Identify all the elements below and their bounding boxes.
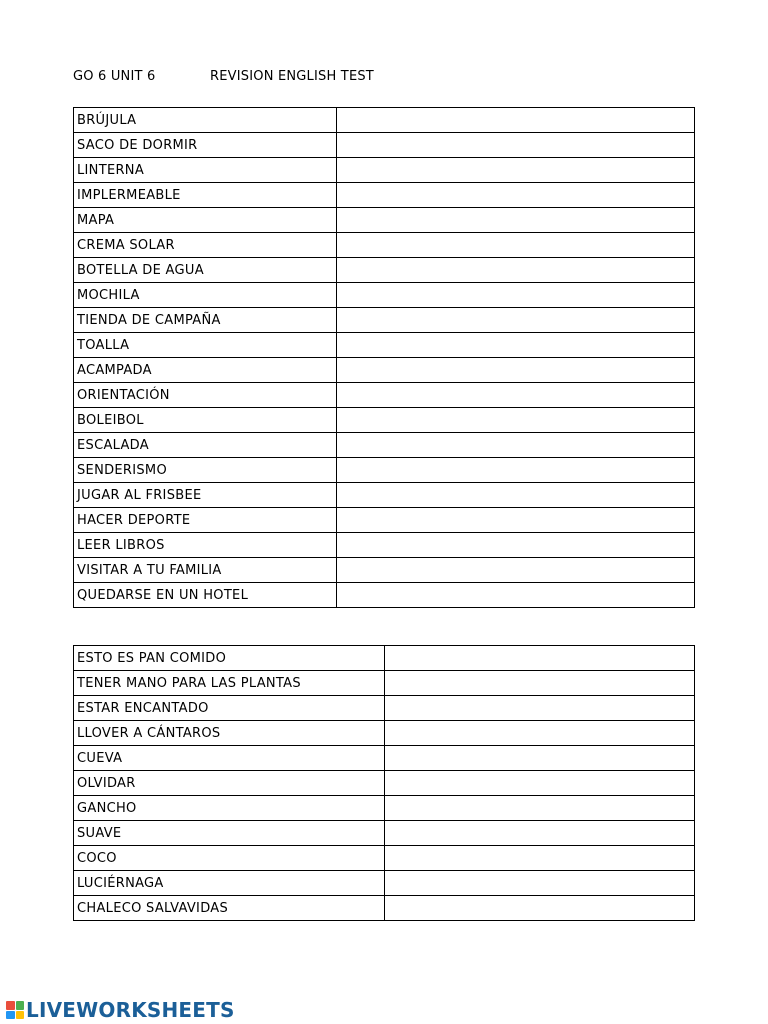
logo-square <box>6 1001 15 1010</box>
spanish-word: LEER LIBROS <box>74 533 337 558</box>
spanish-word: LLOVER A CÁNTAROS <box>74 721 385 746</box>
table-row <box>74 583 695 608</box>
spanish-word: JUGAR AL FRISBEE <box>74 483 337 508</box>
test-title: REVISION ENGLISH TEST <box>210 69 374 84</box>
table-row <box>74 133 695 158</box>
spanish-word: TOALLA <box>74 333 337 358</box>
table-row <box>74 671 695 696</box>
answer-cell <box>337 283 695 308</box>
answer-input[interactable] <box>385 746 694 770</box>
spanish-word: TIENDA DE CAMPAÑA <box>74 308 337 333</box>
answer-cell <box>337 183 695 208</box>
table-row <box>74 208 695 233</box>
answer-input[interactable] <box>385 846 694 870</box>
table-row <box>74 846 695 871</box>
answer-input[interactable] <box>385 896 694 920</box>
answer-input[interactable] <box>337 583 694 607</box>
spanish-word: VISITAR A TU FAMILIA <box>74 558 337 583</box>
answer-input[interactable] <box>337 433 694 457</box>
table-row <box>74 433 695 458</box>
answer-cell <box>337 133 695 158</box>
answer-input[interactable] <box>337 408 694 432</box>
answer-cell <box>337 533 695 558</box>
spanish-word: ORIENTACIÓN <box>74 383 337 408</box>
answer-cell <box>337 208 695 233</box>
answer-cell <box>337 383 695 408</box>
table-row <box>74 358 695 383</box>
answer-input[interactable] <box>337 108 694 132</box>
spanish-word: LUCIÉRNAGA <box>74 871 385 896</box>
answer-input[interactable] <box>337 458 694 482</box>
answer-input[interactable] <box>385 871 694 895</box>
answer-cell <box>385 846 695 871</box>
spanish-word: ESTO ES PAN COMIDO <box>74 646 385 671</box>
answer-cell <box>385 696 695 721</box>
answer-input[interactable] <box>385 696 694 720</box>
spanish-word: TENER MANO PARA LAS PLANTAS <box>74 671 385 696</box>
logo-square <box>6 1011 15 1020</box>
answer-input[interactable] <box>337 158 694 182</box>
spanish-word: ESTAR ENCANTADO <box>74 696 385 721</box>
table-row <box>74 458 695 483</box>
table-row <box>74 696 695 721</box>
answer-input[interactable] <box>337 283 694 307</box>
answer-input[interactable] <box>385 671 694 695</box>
answer-input[interactable] <box>337 308 694 332</box>
table-row <box>74 183 695 208</box>
logo-square <box>16 1011 25 1020</box>
spanish-word: SACO DE DORMIR <box>74 133 337 158</box>
table-row <box>74 483 695 508</box>
table-row <box>74 646 695 671</box>
answer-input[interactable] <box>337 333 694 357</box>
table-row <box>74 771 695 796</box>
spanish-word: SENDERISMO <box>74 458 337 483</box>
liveworksheets-footer <box>6 998 235 1022</box>
table-row <box>74 508 695 533</box>
answer-cell <box>337 258 695 283</box>
table-row <box>74 871 695 896</box>
answer-cell <box>337 508 695 533</box>
answer-input[interactable] <box>385 771 694 795</box>
answer-input[interactable] <box>385 721 694 745</box>
answer-cell <box>337 558 695 583</box>
answer-input[interactable] <box>385 796 694 820</box>
table-row <box>74 158 695 183</box>
spanish-word: GANCHO <box>74 796 385 821</box>
spanish-word: CUEVA <box>74 746 385 771</box>
answer-input[interactable] <box>337 508 694 532</box>
worksheet-header <box>73 69 374 84</box>
answer-input[interactable] <box>337 258 694 282</box>
liveworksheets-brand: LIVEWORKSHEETS <box>26 998 235 1022</box>
answer-input[interactable] <box>337 233 694 257</box>
answer-cell <box>337 408 695 433</box>
answer-input[interactable] <box>385 821 694 845</box>
table-row <box>74 333 695 358</box>
spanish-word: CHALECO SALVAVIDAS <box>74 896 385 921</box>
spanish-word: BOTELLA DE AGUA <box>74 258 337 283</box>
spanish-word: SUAVE <box>74 821 385 846</box>
answer-input[interactable] <box>337 483 694 507</box>
liveworksheets-logo-icon <box>6 1001 24 1019</box>
table-row <box>74 533 695 558</box>
answer-cell <box>337 233 695 258</box>
answer-input[interactable] <box>337 183 694 207</box>
answer-cell <box>385 721 695 746</box>
spanish-word: COCO <box>74 846 385 871</box>
answer-cell <box>385 746 695 771</box>
answer-input[interactable] <box>337 208 694 232</box>
table-row <box>74 746 695 771</box>
answer-input[interactable] <box>337 533 694 557</box>
logo-square <box>16 1001 25 1010</box>
table-row <box>74 821 695 846</box>
table-row <box>74 721 695 746</box>
answer-cell <box>385 771 695 796</box>
table-row <box>74 283 695 308</box>
answer-cell <box>337 458 695 483</box>
table-row <box>74 896 695 921</box>
table-row <box>74 383 695 408</box>
spanish-word: IMPLERMEABLE <box>74 183 337 208</box>
table-row <box>74 558 695 583</box>
answer-cell <box>337 358 695 383</box>
answer-input[interactable] <box>385 646 694 670</box>
answer-cell <box>385 796 695 821</box>
unit-title: GO 6 UNIT 6 <box>73 69 156 84</box>
answer-input[interactable] <box>337 358 694 382</box>
answer-input[interactable] <box>337 558 694 582</box>
spanish-word: HACER DEPORTE <box>74 508 337 533</box>
spanish-word: QUEDARSE EN UN HOTEL <box>74 583 337 608</box>
spanish-word: LINTERNA <box>74 158 337 183</box>
answer-input[interactable] <box>337 133 694 157</box>
spanish-word: ESCALADA <box>74 433 337 458</box>
vocabulary-table-1 <box>73 107 695 608</box>
vocabulary-table-2 <box>73 645 695 921</box>
spanish-word: ACAMPADA <box>74 358 337 383</box>
table-row <box>74 258 695 283</box>
table-row <box>74 796 695 821</box>
table-row <box>74 308 695 333</box>
answer-cell <box>337 583 695 608</box>
answer-input[interactable] <box>337 383 694 407</box>
answer-cell <box>337 158 695 183</box>
table-row <box>74 408 695 433</box>
answer-cell <box>385 671 695 696</box>
answer-cell <box>337 433 695 458</box>
table-row <box>74 108 695 133</box>
spanish-word: BRÚJULA <box>74 108 337 133</box>
answer-cell <box>337 483 695 508</box>
answer-cell <box>337 308 695 333</box>
answer-cell <box>385 871 695 896</box>
answer-cell <box>337 108 695 133</box>
spanish-word: OLVIDAR <box>74 771 385 796</box>
table-row <box>74 233 695 258</box>
spanish-word: BOLEIBOL <box>74 408 337 433</box>
answer-cell <box>385 646 695 671</box>
answer-cell <box>385 821 695 846</box>
spanish-word: MAPA <box>74 208 337 233</box>
spanish-word: MOCHILA <box>74 283 337 308</box>
answer-cell <box>385 896 695 921</box>
spanish-word: CREMA SOLAR <box>74 233 337 258</box>
answer-cell <box>337 333 695 358</box>
